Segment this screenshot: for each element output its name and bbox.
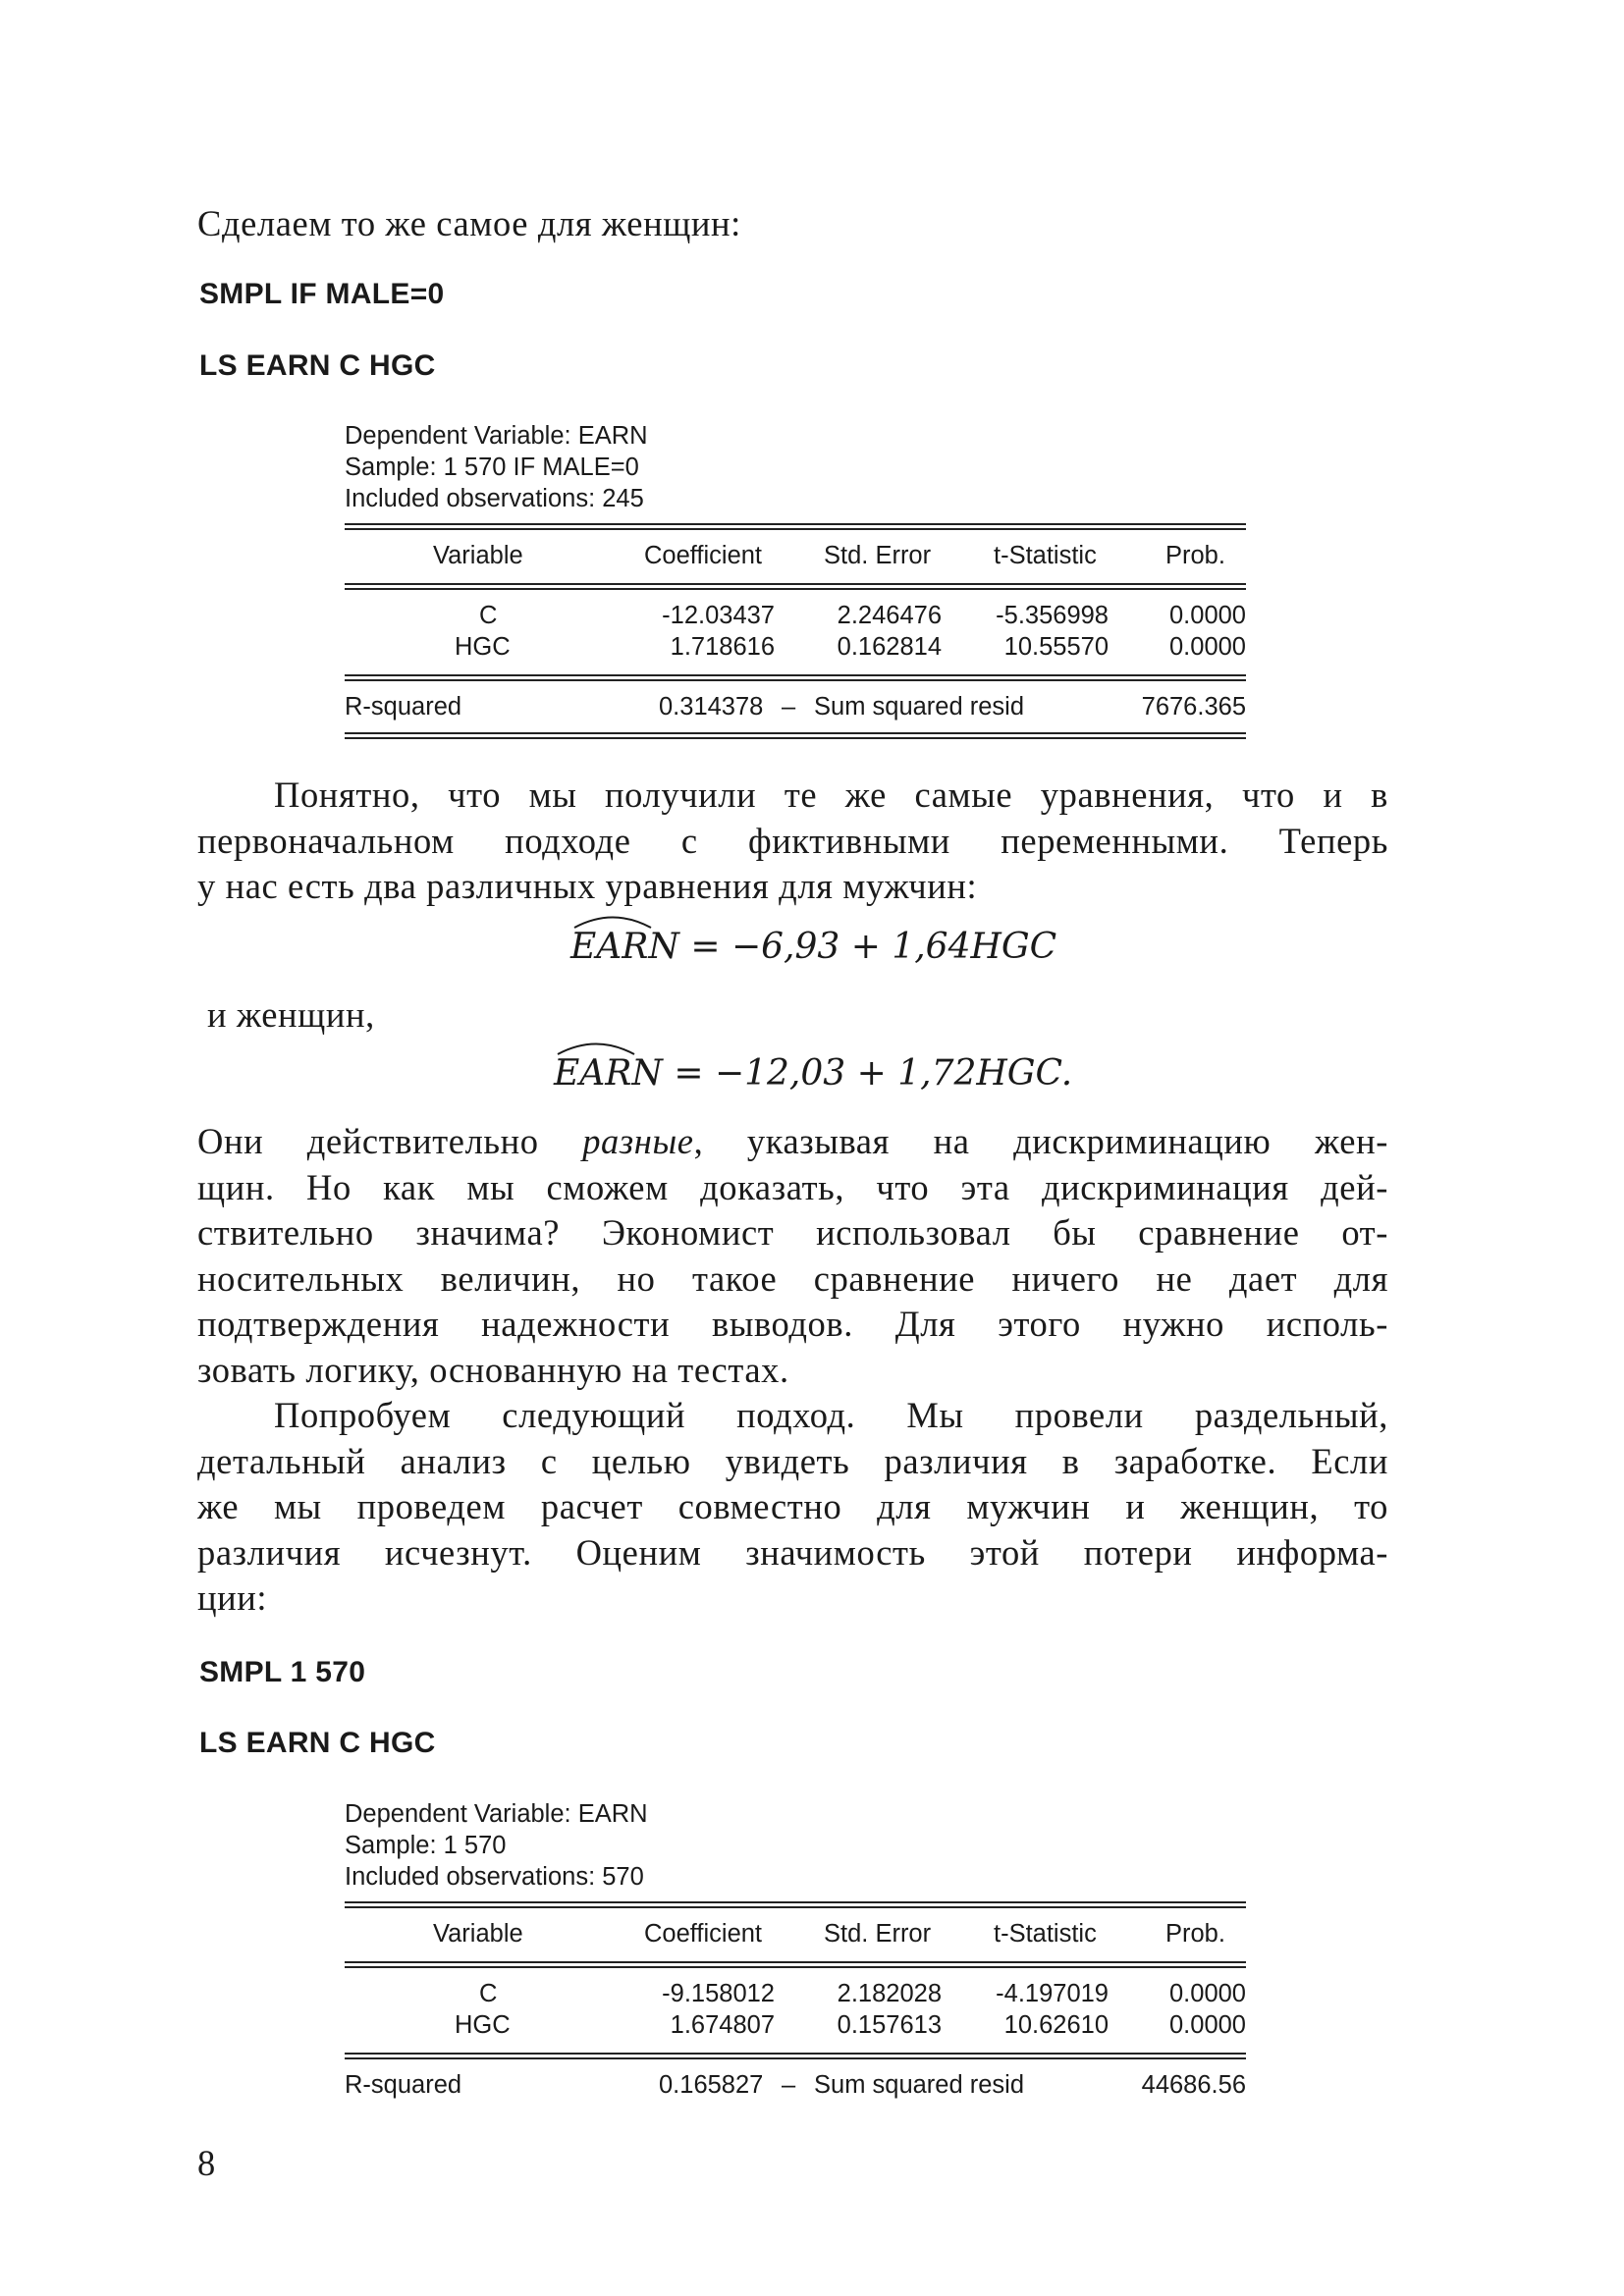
paragraph-line: у нас есть два различных уравнения для мужчин: (197, 866, 978, 906)
col-variable: Variable (433, 542, 523, 569)
header-rule (345, 1961, 1246, 1968)
table-row (345, 2009, 1246, 2041)
r-squared-value: 0.165827 (659, 2071, 764, 2099)
paragraph-3 (197, 1393, 1388, 1622)
ssr-label: Sum squared resid (814, 693, 1025, 721)
header-rule (345, 583, 1246, 590)
table-row (345, 631, 1246, 663)
paragraph-line: носительных величин, но такое сравнение ничего не дает для (197, 1257, 1388, 1299)
command-smpl-all: SMPL 1 570 (199, 1656, 366, 1688)
paragraph-line: различия исчезнут. Оценим значимость этой потери информа- (197, 1531, 1388, 1573)
coefficient-value: 1.718616 (670, 633, 775, 661)
summary-row (345, 691, 1246, 722)
t-statistic-value: 10.62610 (1003, 2011, 1109, 2039)
ssr-value: 7676.365 (1141, 693, 1246, 721)
std-error-value: 0.157613 (837, 2011, 942, 2039)
equation-lhs: EARN (570, 927, 679, 967)
sample-line: Sample: 1 570 IF MALE=0 (345, 454, 639, 481)
hat-accent-icon (572, 911, 653, 931)
col-t-statistic: t-Statistic (994, 1920, 1097, 1948)
col-prob: Prob. (1165, 1920, 1225, 1948)
output-header (345, 420, 1246, 514)
prob-value: 0.0000 (1169, 602, 1246, 629)
top-rule (345, 523, 1246, 530)
var-name: C (479, 1980, 498, 2007)
col-prob: Prob. (1165, 542, 1225, 569)
emphasis-word: разные (582, 1121, 694, 1161)
var-name: C (479, 602, 498, 629)
paragraph-2 (197, 1119, 1388, 1393)
t-statistic-value: -4.197019 (996, 1980, 1109, 2007)
and-women-line: и женщин, (207, 994, 375, 1035)
sample-line: Sample: 1 570 (345, 1832, 507, 1859)
column-headers (345, 1918, 1246, 1949)
bottom-rule (345, 732, 1246, 739)
page-number-text: 8 (197, 2143, 216, 2183)
output-header (345, 1798, 1246, 1893)
text-run: , указывая на дискриминацию жен- (693, 1121, 1388, 1161)
equation-men (570, 927, 1056, 967)
prob-value: 0.0000 (1169, 2011, 1246, 2039)
col-coefficient: Coefficient (644, 1920, 763, 1948)
paragraph-line: зовать логику, основанную на тестах. (197, 1349, 789, 1390)
r-squared-value: 0.314378 (659, 693, 764, 721)
observations-line: Included observations: 245 (345, 485, 644, 512)
dependent-variable-line: Dependent Variable: EARN (345, 422, 648, 450)
prob-value: 0.0000 (1169, 1980, 1246, 2007)
paragraph-line: же мы проведем расчет совместно для мужчин и женщин, то (197, 1486, 1388, 1526)
std-error-value: 2.182028 (837, 1980, 942, 2007)
page-number (197, 2141, 1388, 2187)
regression-output-female (345, 420, 1246, 739)
and-women-text (207, 992, 1398, 1039)
observations-line: Included observations: 570 (345, 1863, 644, 1891)
command-ls-female: LS EARN C HGC (199, 349, 436, 382)
paragraph-line: ствительно значима? Экономист использовал бы сравнение от- (197, 1212, 1388, 1253)
body-rule (345, 2053, 1246, 2059)
dash-separator: – (782, 693, 796, 721)
equation-rhs: = −12,03 + 1,72HGC. (674, 1053, 1073, 1094)
var-name: HGC (455, 2011, 511, 2039)
std-error-value: 2.246476 (837, 602, 942, 629)
dash-separator: – (782, 2071, 796, 2099)
top-rule (345, 1901, 1246, 1908)
coefficient-value: -9.158012 (662, 1980, 775, 2007)
paragraph-line (197, 1119, 1388, 1165)
r-squared-label: R-squared (345, 693, 462, 721)
table-row (345, 600, 1246, 631)
col-coefficient: Coefficient (644, 542, 763, 569)
t-statistic-value: -5.356998 (996, 602, 1109, 629)
dependent-variable-line: Dependent Variable: EARN (345, 1800, 648, 1828)
std-error-value: 0.162814 (837, 633, 942, 661)
paragraph-line: Понятно, что мы получили те же самые уравнения, что и в (274, 774, 1388, 815)
hat-accent-icon (556, 1038, 636, 1057)
r-squared-label: R-squared (345, 2071, 462, 2099)
paragraph-line: детальный анализ с целью увидеть различия в заработке. Если (197, 1440, 1388, 1481)
ssr-value: 44686.56 (1141, 2071, 1246, 2099)
intro-text (197, 201, 1388, 247)
column-headers (345, 540, 1246, 571)
paragraph-line: ции: (197, 1577, 268, 1618)
regression-output-all (345, 1798, 1246, 2101)
table-row (345, 1978, 1246, 2009)
col-t-statistic: t-Statistic (994, 542, 1097, 569)
text-run: Они действительно (197, 1121, 583, 1161)
prob-value: 0.0000 (1169, 633, 1246, 661)
coefficient-value: 1.674807 (670, 2011, 775, 2039)
col-std-error: Std. Error (824, 542, 932, 569)
ssr-label: Sum squared resid (814, 2071, 1025, 2099)
col-variable: Variable (433, 1920, 523, 1948)
paragraph-1 (197, 773, 1388, 910)
paragraph-line: первоначальном подходе с фиктивными переменными. Теперь (197, 820, 1388, 861)
paragraph-line: щин. Но как мы сможем доказать, что эта дискриминация дей- (197, 1166, 1388, 1207)
body-rule (345, 674, 1246, 681)
intro-line: Сделаем то же самое для женщин: (197, 203, 741, 243)
paragraph-line: Попробуем следующий подход. Мы провели раздельный, (274, 1395, 1388, 1435)
col-std-error: Std. Error (824, 1920, 932, 1948)
coefficient-value: -12.03437 (662, 602, 775, 629)
var-name: HGC (455, 633, 511, 661)
t-statistic-value: 10.55570 (1003, 633, 1109, 661)
equation-women (554, 1053, 1072, 1094)
summary-row (345, 2069, 1246, 2101)
command-ls-all: LS EARN C HGC (199, 1727, 436, 1759)
paragraph-line: подтверждения надежности выводов. Для этого нужно исполь- (197, 1304, 1388, 1344)
equation-rhs: = −6,93 + 1,64HGC (690, 927, 1057, 967)
equation-lhs: EARN (554, 1053, 663, 1094)
command-smpl-female: SMPL IF MALE=0 (199, 278, 445, 310)
